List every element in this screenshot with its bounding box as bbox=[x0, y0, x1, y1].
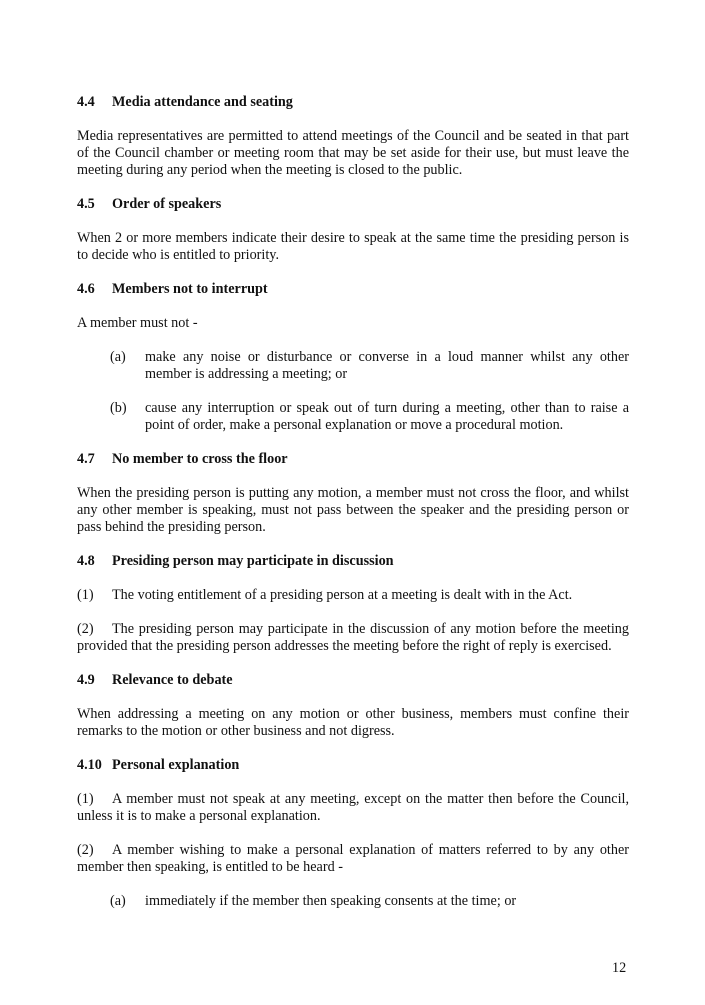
section-heading-4-9 bbox=[77, 672, 629, 689]
section-body: When 2 or more members indicate their desire to speak at the same time the presiding person is to decide who is entitled to priority. bbox=[77, 230, 629, 263]
paragraph-text: The voting entitlement of a presiding person at a meeting is dealt with in the Act. bbox=[112, 587, 573, 603]
section-number: 4.8 bbox=[77, 553, 95, 569]
paragraph-text: The presiding person may participate in the discussion of any motion before the meeting provided that the presiding person addresses the meeting before the right of reply is exercised. bbox=[77, 621, 629, 654]
section-heading-4-5 bbox=[77, 196, 629, 213]
section-title: No member to cross the floor bbox=[112, 451, 288, 467]
section-number: 4.10 bbox=[77, 757, 102, 773]
section-title: Media attendance and seating bbox=[112, 94, 293, 110]
section-number: 4.4 bbox=[77, 94, 95, 110]
section-title: Members not to interrupt bbox=[112, 281, 268, 297]
page-number: 12 bbox=[612, 960, 627, 976]
section-heading-4-8 bbox=[77, 553, 629, 570]
list-item bbox=[110, 349, 629, 383]
paragraph-number: (2) bbox=[77, 621, 94, 637]
paragraph-text: A member must not speak at any meeting, except on the matter then before the Council, unless it is to make a personal explanation. bbox=[77, 791, 629, 824]
section-title: Presiding person may participate in discussion bbox=[112, 553, 394, 569]
item-label: (a) bbox=[110, 349, 126, 365]
numbered-paragraph bbox=[77, 587, 629, 604]
section-number: 4.7 bbox=[77, 451, 95, 467]
section-heading-4-7 bbox=[77, 451, 629, 468]
section-heading-4-10 bbox=[77, 757, 629, 774]
paragraph-number: (2) bbox=[77, 842, 94, 858]
section-intro: A member must not - bbox=[77, 315, 198, 331]
document-page bbox=[77, 94, 629, 927]
list-item bbox=[110, 400, 629, 434]
section-body: Media representatives are permitted to attend meetings of the Council and be seated in that part of the Council chamber or meeting room that may be set aside for their use, but must leave the meeting during any period when the meeting is closed to the public. bbox=[77, 128, 629, 178]
section-body: When addressing a meeting on any motion or other business, members must confine their remarks to the motion or other business and not digress. bbox=[77, 706, 629, 739]
section-heading-4-4 bbox=[77, 94, 629, 111]
section-heading-4-6 bbox=[77, 281, 629, 298]
numbered-paragraph bbox=[77, 621, 629, 655]
item-label: (b) bbox=[110, 400, 127, 416]
section-title: Relevance to debate bbox=[112, 672, 233, 688]
section-number: 4.6 bbox=[77, 281, 95, 297]
section-title: Order of speakers bbox=[112, 196, 222, 212]
item-text: immediately if the member then speaking consents at the time; or bbox=[145, 893, 517, 909]
section-title: Personal explanation bbox=[112, 757, 240, 773]
item-text: cause any interruption or speak out of turn during a meeting, other than to raise a point of order, make a personal explanation or move a procedural motion. bbox=[145, 400, 629, 433]
section-body: When the presiding person is putting any motion, a member must not cross the floor, and whilst any other member is speaking, must not pass between the speaker and the presiding person or pass behind the presiding person. bbox=[77, 485, 629, 535]
section-number: 4.9 bbox=[77, 672, 95, 688]
item-text: make any noise or disturbance or converse in a loud manner whilst any other member is addressing a meeting; or bbox=[145, 349, 629, 382]
paragraph-number: (1) bbox=[77, 587, 94, 603]
numbered-paragraph bbox=[77, 791, 629, 825]
paragraph-text: A member wishing to make a personal explanation of matters referred to by any other member then speaking, is entitled to be heard - bbox=[77, 842, 629, 875]
list-item bbox=[110, 893, 629, 910]
item-label: (a) bbox=[110, 893, 126, 909]
section-number: 4.5 bbox=[77, 196, 95, 212]
numbered-paragraph bbox=[77, 842, 629, 876]
paragraph-number: (1) bbox=[77, 791, 94, 807]
